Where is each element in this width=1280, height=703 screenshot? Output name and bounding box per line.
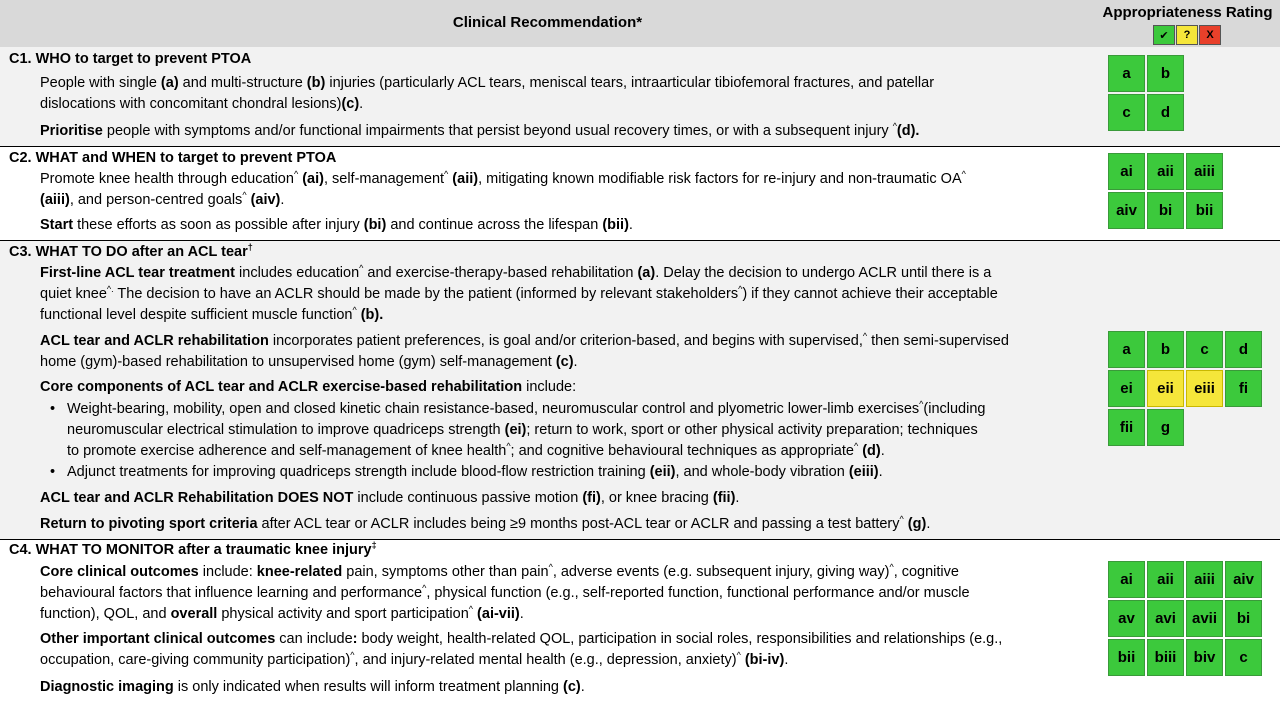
rating-cell: biv [1186,639,1223,676]
rating-cell: c [1186,331,1223,368]
rating-cell: bi [1225,600,1262,637]
recommendation-text: ACL tear and ACLR rehabilitation incorporates patient preferences, is goal and/or criterion-based, and begins with supervised,^ then semi-supervised home (gym)-based rehabilitation to unsupervised home (gym) self-management (c). [40,331,1009,370]
rating-cell: bii [1186,192,1223,229]
recommendation-text: Core components of ACL tear and ACLR exercise-based rehabilitation include: [40,379,577,395]
recommendation-text: Prioritise people with symptoms and/or functional impairments that persist beyond usual recovery times, or with a subsequent injury ^(d). [40,121,920,139]
rating-cell: bii [1108,639,1145,676]
rating-cell: biii [1147,639,1184,676]
recommendation-text: First-line ACL tear treatment includes education^ and exercise-therapy-based rehabilitation (a). Delay the decision to undergo ACLR until there is a quiet knee^. The decision to have an ACLR should be made by the patient (informed by relevant stakeholders^) if they cannot achieve their acceptable functional level despite sufficient muscle function^ (b). [40,263,998,323]
rating-cell: bi [1147,192,1184,229]
appropriateness-rating-header: Appropriateness Rating [1102,4,1273,21]
rating-cell: c [1108,94,1145,131]
recommendation-text: ACL tear and ACLR Rehabilitation DOES NOT include continuous passive motion (fi), or knee bracing (fii). [40,490,740,506]
rating-cell: d [1225,331,1262,368]
bullet-icon: • [50,464,56,480]
section-title: C3. WHAT TO DO after an ACL tear† [9,242,253,260]
rating-cell: avii [1186,600,1223,637]
rating-cell: aii [1147,561,1184,598]
rating-cell: b [1147,55,1184,92]
rating-cell: ai [1108,153,1145,190]
rating-grid [1108,561,1262,676]
rating-cell: a [1108,331,1145,368]
rating-cell: fii [1108,409,1145,446]
rating-cell: aiii [1186,561,1223,598]
rating-cell: b [1147,331,1184,368]
rating-cell: avi [1147,600,1184,637]
rating-cell: av [1108,600,1145,637]
section-title: C1. WHO to target to prevent PTOA [9,51,252,67]
rating-grid [1108,331,1262,446]
section-c3 [0,241,1280,540]
recommendation-text: Return to pivoting sport criteria after ACL tear or ACLR includes being ≥9 months post-ACL tear or ACLR and passing a test battery^ (g). [40,514,931,532]
section-c1 [0,47,1280,147]
table-header [0,0,1280,48]
rating-cell: g [1147,409,1184,446]
rating-cell: aiv [1108,192,1145,229]
appropriate-check-icon: ✔ [1153,25,1175,45]
rating-cell: eii [1147,370,1184,407]
bullet-text: Adjunct treatments for improving quadriceps strength include blood-flow restriction training (eii), and whole-body vibration (eiii). [67,464,883,480]
section-title: C2. WHAT and WHEN to target to prevent PTOA [9,150,337,166]
recommendation-text: Core clinical outcomes include: knee-related pain, symptoms other than pain^, adverse events (e.g. subsequent injury, giving way)^, cognitive behavioural factors that influence learning and performance^, physical function (e.g., self-reported function, functional performance and/or muscle function), QOL, and overall physical activity and sport participation^ (ai-vii). [40,562,970,622]
rating-cell: eiii [1186,370,1223,407]
recommendation-text: Promote knee health through education^ (ai), self-management^ (aii), mitigating known modifiable risk factors for re-injury and non-traumatic OA^ (aiii), and person-centred goals^ (aiv). [40,169,966,208]
rating-cell: ai [1108,561,1145,598]
rating-cell: c [1225,639,1262,676]
recommendation-text: Other important clinical outcomes can include: body weight, health-related QOL, participation in social roles, responsibilities and relationships (e.g., occupation, care-giving community participation)^, and injury-related mental health (e.g., depression, anxiety)^ (bi-iv). [40,631,1003,668]
recommendation-text: People with single (a) and multi-structure (b) injuries (particularly ACL tears, meniscal tears, intraarticular tibiofemoral fractures, and patellar dislocations with concomitant chondral lesions)(c). [40,75,935,112]
rating-cell: a [1108,55,1145,92]
rating-grid [1108,55,1184,131]
recommendation-text: Start these efforts as soon as possible after injury (bi) and continue across the lifespan (bii). [40,217,633,233]
bullet-text: Weight-bearing, mobility, open and closed kinetic chain resistance-based, neuromuscular control and plyometric lower-limb exercises^(including neuromuscular electrical stimulation to improve quadriceps strength (ei); return to work, sport or other physical activity preparation; techniques to promote exercise adherence and self-management of knee health^; and cognitive behavioural techniques as appropriate^ (d). [67,399,986,459]
rating-cell: aii [1147,153,1184,190]
rating-grid [1108,153,1223,229]
rating-legend [1153,25,1221,45]
rating-cell: aiii [1186,153,1223,190]
rating-cell: aiv [1225,561,1262,598]
section-c4 [0,540,1280,703]
rating-cell: ei [1108,370,1145,407]
recommendation-text: Diagnostic imaging is only indicated when results will inform treatment planning (c). [40,679,585,695]
clinical-recommendation-header: Clinical Recommendation* [452,14,643,31]
bullet-icon: • [50,401,56,417]
rating-cell: fi [1225,370,1262,407]
uncertain-question-icon: ? [1176,25,1198,45]
rating-cell: d [1147,94,1184,131]
section-title: C4. WHAT TO MONITOR after a traumatic knee injury‡ [9,540,377,558]
section-c2 [0,147,1280,241]
inappropriate-x-icon: X [1199,25,1221,45]
